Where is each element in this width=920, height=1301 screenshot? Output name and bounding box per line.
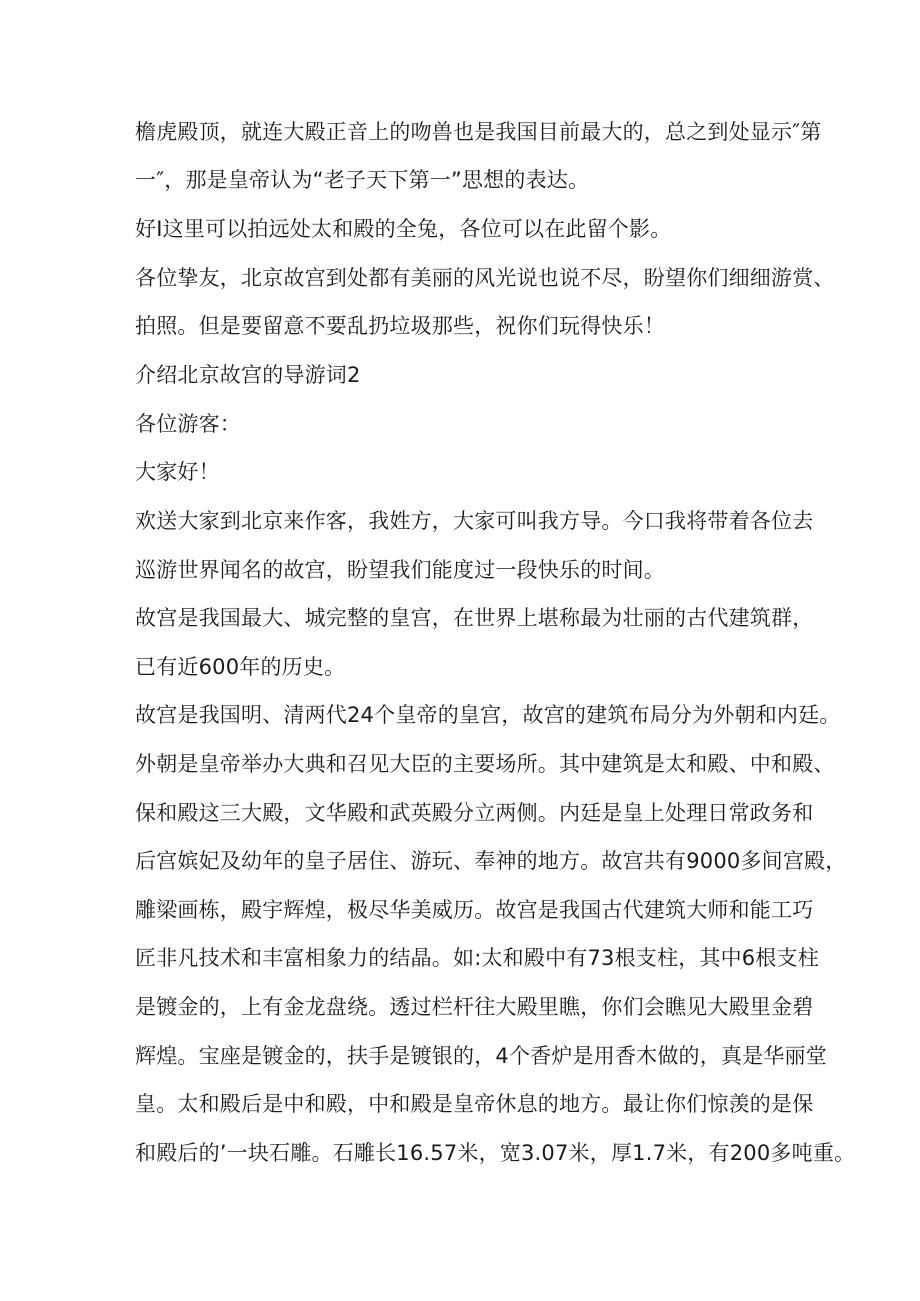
text-line: 雕梁画栋，殿宇辉煌，极尽华美威历。故宫是我国古代建筑大师和能工巧 <box>135 898 814 922</box>
salutation: 各位游客： <box>135 412 241 436</box>
text-line: 匠非凡技术和丰富相象力的结晶。如:太和殿中有73根支柱，其中6根支柱 <box>135 946 819 970</box>
text-line: 保和殿这三大殿，文华殿和武英殿分立两侧。内廷是皇上处理日常政务和 <box>135 801 814 825</box>
text-line: 辉煌。宝座是镀金的，扶手是镀银的，4个香炉是用香木做的，真是华丽堂 <box>135 1044 827 1068</box>
text-line: 故宫是我国明、清两代24个皇帝的皇宫，故宫的建筑布局分为外朝和内廷。 <box>135 703 841 727</box>
text-line: 已有近600年的历史。 <box>135 655 346 679</box>
text-line: 好I这里可以拍远处太和殿的全兔，各位可以在此留个影。 <box>135 217 672 241</box>
text-line: 外朝是皇帝举办大典和召见大臣的主要场所。其中建筑是太和殿、中和殿、 <box>135 752 835 776</box>
text-line: 故宫是我国最大、城完整的皇宫，在世界上堪称最为壮丽的古代建筑群， <box>135 606 814 630</box>
text-line: 各位挚友，北京故宫到处都有美丽的风光说也说不尽，盼望你们细细游赏、 <box>135 266 835 290</box>
text-line: 欢送大家到北京来作客，我姓方，大家可叫我方导。今口我将带着各位去 <box>135 509 814 533</box>
greeting: 大家好！ <box>135 460 220 484</box>
section-heading: 介绍北京故宫的导游词2 <box>135 363 361 387</box>
text-line: 一″，那是皇帝认为“老子天下第一”思想的表达。 <box>135 168 590 192</box>
text-line: 是镀金的，上有金龙盘绕。透过栏杆往大殿里瞧，你们会瞧见大殿里金碧 <box>135 995 814 1019</box>
text-line: 皇。太和殿后是中和殿，中和殿是皇帝休息的地方。最让你们惊羡的是保 <box>135 1092 814 1116</box>
text-line: 巡游世界闻名的故宫，盼望我们能度过一段快乐的时间。 <box>135 558 665 582</box>
text-line: 檐虎殿顶，就连大殿正音上的吻兽也是我国目前最大的，总之到处显示″第 <box>135 120 822 144</box>
text-line: 和殿后的’一块石雕。石雕长16.57米，宽3.07米，厚1.7米，有200多吨重。 <box>135 1141 856 1165</box>
text-line: 拍照。但是要留意不要乱扔垃圾那些，祝你们玩得快乐！ <box>135 314 665 338</box>
text-line: 后宫嫔妃及幼年的皇子居住、游玩、奉神的地方。故宫共有9000多间宫殿， <box>135 849 847 873</box>
